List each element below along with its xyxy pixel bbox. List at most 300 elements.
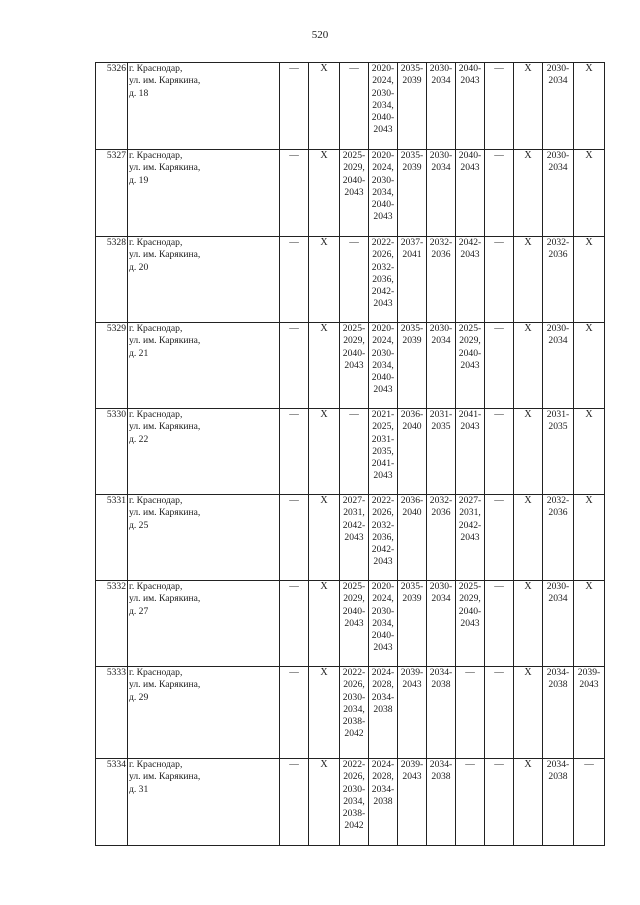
period-cell (369, 63, 398, 150)
cell-value: 2043 (373, 211, 393, 223)
period-cell (369, 409, 398, 495)
cell-value: — (494, 150, 504, 161)
address-line: ул. им. Карякина, (129, 162, 201, 174)
cell-value: 2030- (546, 150, 570, 161)
period-cell (427, 495, 456, 581)
address-line: д. 18 (129, 87, 149, 99)
cell-value: X (585, 323, 593, 334)
cell-value: 2026, (372, 507, 394, 519)
period-cell (456, 581, 485, 667)
cell-value: 2027- (458, 495, 482, 506)
table-row (96, 150, 605, 237)
address-line: г. Краснодар, (129, 409, 183, 420)
period-cell (427, 150, 456, 237)
period-cell (485, 495, 514, 581)
table-row (96, 667, 605, 759)
address-line: д. 20 (129, 261, 149, 273)
period-cell (485, 237, 514, 323)
table-row (96, 237, 605, 323)
period-cell (280, 759, 309, 846)
cell-value: 2020- (371, 63, 395, 74)
period-cell (309, 150, 340, 237)
cell-value: 2020- (371, 150, 395, 161)
cell-value: 2043 (579, 679, 599, 691)
address-line: д. 25 (129, 519, 149, 531)
period-cell (309, 323, 340, 409)
cell-value: 2042- (371, 544, 395, 556)
period-cell (543, 581, 574, 667)
period-cell (427, 581, 456, 667)
period-cell (398, 63, 427, 150)
cell-value: 2043 (373, 384, 393, 396)
period-cell (574, 237, 605, 323)
cell-value: 2040- (342, 347, 366, 359)
cell-value: 2043 (460, 249, 480, 261)
period-cell (456, 150, 485, 237)
address-cell (128, 323, 280, 409)
row-number: 5332 (96, 581, 128, 667)
period-cell (543, 323, 574, 409)
period-cell (280, 63, 309, 150)
period-cell (574, 63, 605, 150)
period-cell (280, 323, 309, 409)
cell-value: 2025- (342, 323, 366, 334)
row-number: 5326 (96, 63, 128, 150)
cell-value: X (524, 323, 532, 334)
period-cell (427, 759, 456, 846)
cell-value: 2043 (460, 359, 480, 371)
cell-value: 2034, (372, 617, 394, 629)
cell-value: 2042- (371, 286, 395, 298)
period-cell (543, 237, 574, 323)
table-row (96, 409, 605, 495)
cell-value: 2034, (372, 99, 394, 111)
cell-value: 2030- (371, 347, 395, 359)
address-line: ул. им. Карякина, (129, 593, 201, 605)
cell-value: 2026, (343, 771, 365, 783)
period-cell (456, 409, 485, 495)
cell-value: 2038 (548, 771, 568, 783)
cell-value: 2029, (343, 593, 365, 605)
address-line: ул. им. Карякина, (129, 421, 201, 433)
period-cell (398, 581, 427, 667)
period-cell (456, 495, 485, 581)
cell-value: X (320, 150, 328, 161)
cell-value: X (585, 409, 593, 420)
cell-value: 2042- (458, 237, 482, 248)
cell-value: 2034 (548, 593, 568, 605)
cell-value: 2040- (371, 199, 395, 211)
cell-value: 2034 (548, 162, 568, 174)
period-cell (340, 667, 369, 759)
cell-value: 2025- (458, 581, 482, 592)
period-cell (485, 323, 514, 409)
cell-value: X (524, 150, 532, 161)
period-cell (514, 581, 543, 667)
table-row (96, 759, 605, 846)
cell-value: 2031- (371, 433, 395, 445)
cell-value: 2040- (458, 605, 482, 617)
cell-value: 2040 (402, 507, 422, 519)
address-line: д. 22 (129, 433, 149, 445)
period-cell (340, 495, 369, 581)
cell-value: 2043 (344, 617, 364, 629)
cell-value: 2024, (372, 593, 394, 605)
cell-value: 2029, (343, 335, 365, 347)
cell-value: 2034, (343, 703, 365, 715)
cell-value: 2043 (373, 124, 393, 136)
cell-value: 2041- (458, 409, 482, 420)
cell-value: X (320, 495, 328, 506)
cell-value: 2032- (429, 237, 453, 248)
address-cell (128, 581, 280, 667)
period-cell (340, 63, 369, 150)
cell-value: 2024, (372, 162, 394, 174)
cell-value: 2043 (460, 162, 480, 174)
cell-value: 2043 (373, 556, 393, 568)
cell-value: 2038- (342, 808, 366, 820)
cell-value: 2024, (372, 75, 394, 87)
cell-value: X (585, 63, 593, 74)
cell-value: 2031, (459, 507, 481, 519)
period-cell (485, 150, 514, 237)
table-row (96, 495, 605, 581)
period-cell (369, 495, 398, 581)
address-line: д. 31 (129, 783, 149, 795)
cell-value: 2038- (342, 716, 366, 728)
cell-value: 2038 (373, 703, 393, 715)
period-cell (369, 323, 398, 409)
cell-value: 2032- (371, 519, 395, 531)
period-cell (574, 323, 605, 409)
cell-value: X (524, 495, 532, 506)
cell-value: 2030- (429, 63, 453, 74)
cell-value: — (349, 237, 359, 248)
cell-value: 2041 (402, 249, 422, 261)
address-line: ул. им. Карякина, (129, 249, 201, 261)
cell-value: 2036- (400, 409, 424, 420)
period-cell (514, 667, 543, 759)
cell-value: — (465, 667, 475, 678)
cell-value: 2020- (371, 323, 395, 334)
address-line: д. 21 (129, 347, 149, 359)
cell-value: 2041- (371, 458, 395, 470)
cell-value: — (289, 759, 299, 770)
cell-value: 2037- (400, 237, 424, 248)
cell-value: — (494, 63, 504, 74)
cell-value: — (349, 409, 359, 420)
cell-value: 2025- (342, 581, 366, 592)
cell-value: — (349, 63, 359, 74)
cell-value: 2036 (431, 249, 451, 261)
row-number: 5334 (96, 759, 128, 846)
address-line: г. Краснодар, (129, 237, 183, 248)
period-cell (574, 759, 605, 846)
cell-value: — (289, 150, 299, 161)
cell-value: 2035 (548, 421, 568, 433)
cell-value: 2032- (546, 237, 570, 248)
period-cell (369, 667, 398, 759)
cell-value: X (524, 759, 532, 770)
address-cell (128, 409, 280, 495)
cell-value: 2034 (548, 75, 568, 87)
period-cell (514, 237, 543, 323)
period-cell (309, 581, 340, 667)
cell-value: 2030- (371, 605, 395, 617)
period-cell (369, 759, 398, 846)
period-cell (398, 409, 427, 495)
cell-value: X (524, 409, 532, 420)
cell-value: X (524, 581, 532, 592)
period-cell (456, 759, 485, 846)
period-cell (309, 237, 340, 323)
cell-value: 2034- (429, 759, 453, 770)
cell-value: 2026, (372, 249, 394, 261)
period-cell (456, 667, 485, 759)
cell-value: 2039- (577, 667, 601, 678)
cell-value: 2040- (371, 372, 395, 384)
address-cell (128, 237, 280, 323)
table-row (96, 323, 605, 409)
period-cell (369, 581, 398, 667)
cell-value: 2040- (371, 630, 395, 642)
cell-value: X (585, 495, 593, 506)
period-cell (280, 237, 309, 323)
period-cell (369, 150, 398, 237)
period-cell (427, 237, 456, 323)
cell-value: 2043 (402, 679, 422, 691)
cell-value: 2030- (429, 323, 453, 334)
cell-value: 2038 (431, 771, 451, 783)
period-cell (485, 581, 514, 667)
cell-value: X (320, 409, 328, 420)
cell-value: 2039 (402, 75, 422, 87)
cell-value: 2042- (458, 519, 482, 531)
period-cell (543, 759, 574, 846)
cell-value: 2030- (342, 691, 366, 703)
cell-value: X (524, 667, 532, 678)
cell-value: 2028, (372, 771, 394, 783)
cell-value: 2036 (548, 249, 568, 261)
cell-value: 2036 (431, 507, 451, 519)
address-line: г. Краснодар, (129, 150, 183, 161)
period-cell (514, 150, 543, 237)
cell-value: — (494, 667, 504, 678)
address-cell (128, 759, 280, 846)
cell-value: — (289, 63, 299, 74)
address-line: д. 27 (129, 605, 149, 617)
cell-value: 2043 (460, 75, 480, 87)
cell-value: 2027- (342, 495, 366, 506)
cell-value: 2034- (371, 783, 395, 795)
cell-value: 2022- (342, 667, 366, 678)
cell-value: 2028, (372, 679, 394, 691)
cell-value: 2034, (372, 186, 394, 198)
cell-value: 2034 (431, 335, 451, 347)
cell-value: 2040- (458, 63, 482, 74)
cell-value: 2022- (371, 237, 395, 248)
period-cell (543, 667, 574, 759)
period-cell (340, 581, 369, 667)
page-number: 520 (311, 29, 329, 41)
cell-value: 2038 (548, 679, 568, 691)
period-cell (574, 495, 605, 581)
cell-value: 2043 (373, 470, 393, 482)
period-cell (514, 323, 543, 409)
cell-value: 2043 (460, 421, 480, 433)
cell-value: X (320, 323, 328, 334)
address-line: г. Краснодар, (129, 323, 183, 334)
period-cell (340, 323, 369, 409)
cell-value: 2043 (344, 186, 364, 198)
cell-value: — (494, 237, 504, 248)
cell-value: 2035- (400, 581, 424, 592)
cell-value: — (465, 759, 475, 770)
cell-value: — (289, 667, 299, 678)
cell-value: 2043 (344, 359, 364, 371)
cell-value: 2035- (400, 323, 424, 334)
period-cell (574, 667, 605, 759)
cell-value: 2030- (371, 87, 395, 99)
cell-value: 2039 (402, 162, 422, 174)
cell-value: 2032- (546, 495, 570, 506)
period-cell (514, 495, 543, 581)
cell-value: 2030- (429, 581, 453, 592)
cell-value: 2030- (546, 581, 570, 592)
period-cell (543, 495, 574, 581)
period-cell (309, 63, 340, 150)
cell-value: 2038 (373, 795, 393, 807)
period-cell (398, 667, 427, 759)
period-cell (280, 409, 309, 495)
address-line: г. Краснодар, (129, 63, 183, 74)
period-cell (543, 63, 574, 150)
period-cell (456, 323, 485, 409)
cell-value: X (585, 581, 593, 592)
table-row (96, 63, 605, 150)
cell-value: X (524, 63, 532, 74)
period-cell (340, 237, 369, 323)
cell-value: 2035, (372, 445, 394, 457)
cell-value: 2043 (460, 531, 480, 543)
cell-value: — (289, 581, 299, 592)
registry-table (95, 62, 605, 846)
cell-value: 2040- (342, 174, 366, 186)
period-cell (427, 63, 456, 150)
address-line: ул. им. Карякина, (129, 335, 201, 347)
cell-value: 2036 (548, 507, 568, 519)
period-cell (427, 323, 456, 409)
cell-value: 2020- (371, 581, 395, 592)
address-line: ул. им. Карякина, (129, 771, 201, 783)
cell-value: 2025- (342, 150, 366, 161)
cell-value: X (320, 237, 328, 248)
period-cell (514, 759, 543, 846)
cell-value: 2035 (431, 421, 451, 433)
cell-value: 2034 (431, 75, 451, 87)
cell-value: 2032- (371, 261, 395, 273)
cell-value: 2034- (429, 667, 453, 678)
row-number: 5333 (96, 667, 128, 759)
period-cell (280, 667, 309, 759)
cell-value: 2029, (459, 593, 481, 605)
address-line: ул. им. Карякина, (129, 75, 201, 87)
cell-value: 2034- (546, 667, 570, 678)
cell-value: — (289, 495, 299, 506)
cell-value: X (585, 150, 593, 161)
cell-value: 2026, (343, 679, 365, 691)
cell-value: 2036, (372, 531, 394, 543)
period-cell (574, 409, 605, 495)
period-cell (398, 495, 427, 581)
cell-value: — (289, 323, 299, 334)
cell-value: 2039 (402, 335, 422, 347)
row-number: 5329 (96, 323, 128, 409)
period-cell (485, 759, 514, 846)
period-cell (340, 759, 369, 846)
cell-value: X (320, 63, 328, 74)
cell-value: 2025, (372, 421, 394, 433)
period-cell (485, 409, 514, 495)
cell-value: 2036, (372, 273, 394, 285)
cell-value: 2043 (373, 642, 393, 654)
cell-value: 2043 (460, 617, 480, 629)
cell-value: 2030- (429, 150, 453, 161)
period-cell (485, 63, 514, 150)
cell-value: 2034 (431, 593, 451, 605)
cell-value: 2022- (371, 495, 395, 506)
period-cell (574, 581, 605, 667)
period-cell (427, 667, 456, 759)
cell-value: 2021- (371, 409, 395, 420)
row-number: 5330 (96, 409, 128, 495)
period-cell (574, 150, 605, 237)
cell-value: 2040- (342, 605, 366, 617)
table-row (96, 581, 605, 667)
cell-value: 2031- (429, 409, 453, 420)
period-cell (485, 667, 514, 759)
row-number: 5331 (96, 495, 128, 581)
address-line: ул. им. Карякина, (129, 679, 201, 691)
cell-value: X (320, 581, 328, 592)
period-cell (514, 63, 543, 150)
cell-value: 2029, (343, 162, 365, 174)
cell-value: 2034 (431, 162, 451, 174)
cell-value: 2035- (400, 150, 424, 161)
cell-value: X (524, 237, 532, 248)
row-number: 5328 (96, 237, 128, 323)
cell-value: 2034- (546, 759, 570, 770)
period-cell (398, 759, 427, 846)
period-cell (280, 150, 309, 237)
cell-value: — (494, 759, 504, 770)
cell-value: X (585, 237, 593, 248)
period-cell (514, 409, 543, 495)
period-cell (309, 759, 340, 846)
cell-value: — (494, 323, 504, 334)
row-number: 5327 (96, 150, 128, 237)
cell-value: X (320, 759, 328, 770)
period-cell (543, 409, 574, 495)
cell-value: 2040 (402, 421, 422, 433)
cell-value: 2040- (458, 347, 482, 359)
cell-value: 2039 (402, 593, 422, 605)
period-cell (369, 237, 398, 323)
cell-value: 2043 (344, 531, 364, 543)
table-body (96, 63, 605, 846)
address-cell (128, 63, 280, 150)
cell-value: — (289, 237, 299, 248)
